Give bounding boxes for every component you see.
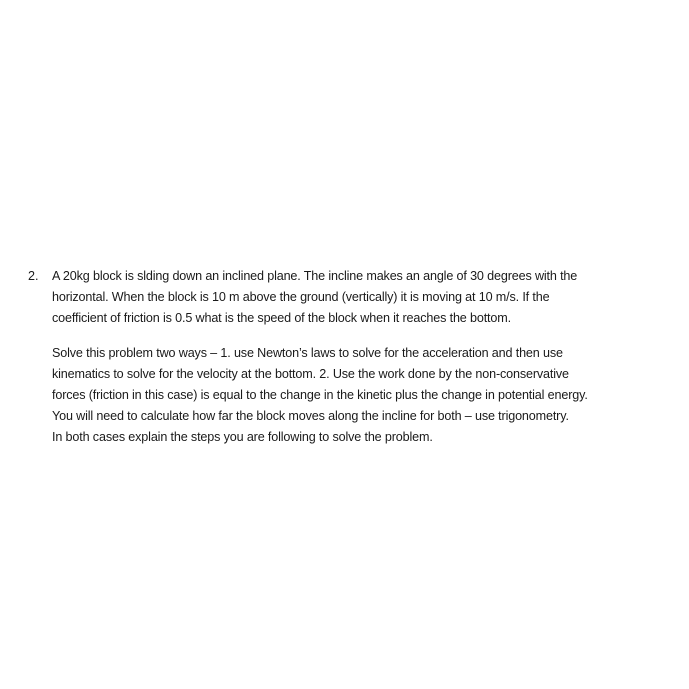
instruction-line: In both cases explain the steps you are following to solve the problem. <box>52 430 433 444</box>
problem-number: 2. <box>28 269 39 283</box>
statement-line: horizontal. When the block is 10 m above the ground (vertically) it is moving at 10 m/s. If the <box>52 290 550 304</box>
instruction-line: You will need to calculate how far the block moves along the incline for both – use trigonometry. <box>52 409 569 423</box>
problem-body <box>52 266 652 448</box>
problem-instructions <box>52 343 652 448</box>
instruction-line: kinematics to solve for the velocity at the bottom. 2. Use the work done by the non-conservative <box>52 367 569 381</box>
instruction-line: forces (friction in this case) is equal to the change in the kinetic plus the change in potential energy. <box>52 388 588 402</box>
paragraph-spacer <box>52 329 652 343</box>
statement-line: A 20kg block is slding down an inclined plane. The incline makes an angle of 30 degrees with the <box>52 269 578 283</box>
instruction-line: Solve this problem two ways – 1. use Newton’s laws to solve for the acceleration and then use <box>52 346 563 360</box>
statement-line: coefficient of friction is 0.5 what is the speed of the block when it reaches the bottom. <box>52 311 511 325</box>
problem-statement <box>52 266 652 329</box>
